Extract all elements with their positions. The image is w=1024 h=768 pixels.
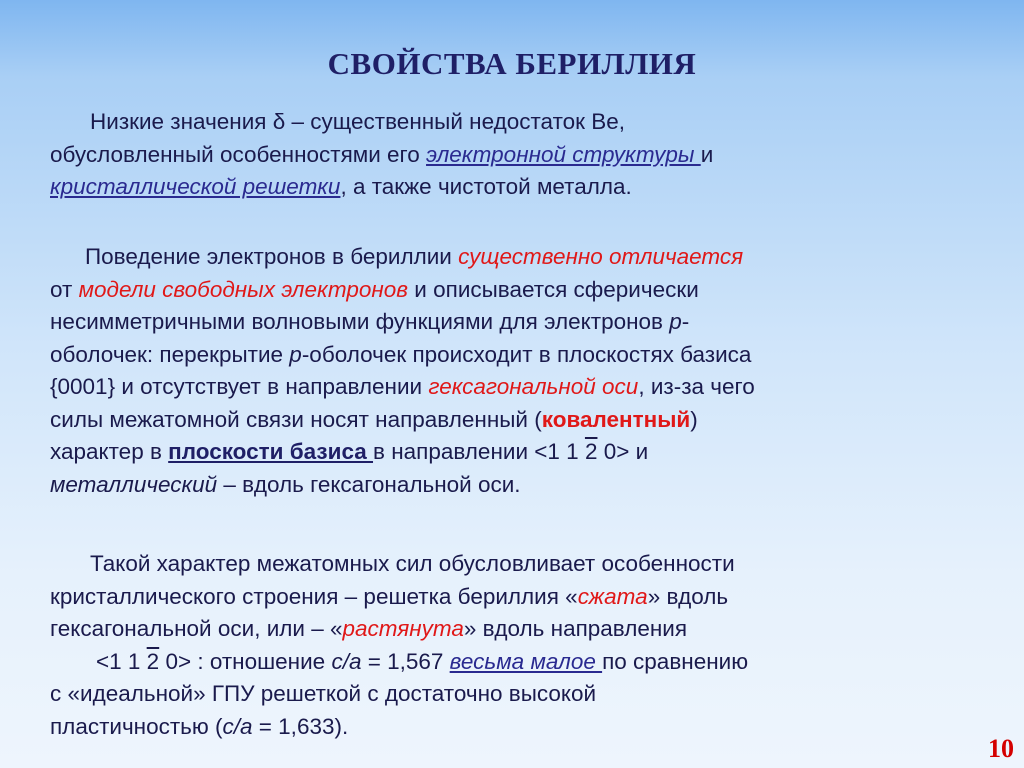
p3-text: по сравнению [602, 648, 749, 674]
p2-text: , из-за чего [638, 374, 755, 399]
p2-text: характер в [50, 439, 169, 464]
p2-line-8 [50, 469, 950, 502]
p2-text: ) [690, 406, 698, 432]
p2-line-6 [50, 404, 950, 437]
p2-text: в направлении <1 1 [373, 439, 585, 464]
p3-text: = 1,567 [361, 648, 450, 674]
ca-ratio-symbol: c/a [222, 713, 253, 739]
p1-text: и [700, 141, 714, 167]
link-crystal-lattice[interactable]: кристаллической решетки [50, 174, 341, 199]
p2-line-1 [50, 241, 950, 274]
p1-line-1: Низкие значения δ – существенный недостаток Be, [90, 109, 626, 134]
p1-line-2 [50, 139, 950, 172]
p2-text: – вдоль гексагональной оси. [217, 471, 521, 497]
p3-text: = 1,633). [252, 713, 349, 739]
p2-text: от [50, 276, 79, 302]
p3-line-6 [50, 711, 950, 744]
p3-text: <1 1 [96, 648, 147, 674]
p3-text: 0> : отношение [159, 648, 332, 674]
p2-text: и описывается сферически [408, 276, 699, 302]
link-basal-plane[interactable]: плоскости базиса [168, 439, 374, 464]
link-electronic-structure[interactable]: электронной структуры [426, 141, 701, 167]
p2-line-4 [50, 339, 950, 372]
p2-line-3 [50, 306, 950, 339]
p2-text: {0001} и отсутствует в направлении [50, 374, 429, 399]
p3-line-4 [50, 646, 950, 679]
p1-text: , а также чистотой металла. [340, 174, 632, 199]
p2-line-5 [50, 371, 950, 404]
paragraph-1 [50, 106, 950, 204]
slide-title: СВОЙСТВА БЕРИЛЛИЯ [327, 46, 697, 81]
link-very-small[interactable]: весьма малое [449, 648, 603, 674]
highlight-covalent: ковалентный [541, 406, 691, 432]
page-number: 10 [988, 734, 1014, 763]
paragraph-2 [50, 241, 950, 501]
p2-text: несимметричными волновыми функциями для электронов [50, 309, 670, 334]
p2-text: силы межатомной связи носят направленный ( [50, 406, 542, 432]
p3-line-3 [50, 613, 950, 646]
p1-line-3 [50, 171, 950, 204]
p2-text: Поведение электронов в бериллии [85, 244, 459, 269]
p3-text: » вдоль направления [463, 616, 688, 641]
p3-line-2 [50, 581, 950, 614]
p3-text: кристаллического строения – решетка бериллия « [50, 583, 578, 609]
p3-line-5: с «идеальной» ГПУ решеткой с достаточно высокой [50, 681, 597, 706]
p3-text: » вдоль [647, 583, 729, 609]
highlight-differs: существенно отличается [458, 244, 744, 269]
p3-line-1: Такой характер межатомных сил обусловливает особенности [90, 551, 735, 576]
p2-text: оболочек: перекрытие [50, 341, 290, 367]
p2-line-2 [50, 274, 950, 307]
p2-text: -оболочек происходит в плоскостях базиса [301, 341, 752, 367]
p-orbital-symbol: p [669, 309, 682, 334]
p3-text: пластичностью ( [50, 713, 223, 739]
p2-text: 0> и [597, 439, 649, 464]
ca-ratio-symbol: c/a [331, 648, 362, 674]
metallic-term: металлический [50, 471, 218, 497]
p2-line-7 [50, 436, 950, 469]
highlight-stretched: растянута [342, 616, 464, 641]
paragraph-3 [50, 548, 950, 743]
p3-text: гексагональной оси, или – « [50, 616, 343, 641]
highlight-compressed: сжата [577, 583, 648, 609]
highlight-free-electron-model: модели свободных электронов [78, 276, 409, 302]
p1-text: обусловленный особенностями его [50, 141, 427, 167]
highlight-hexagonal-axis: гексагональной оси [428, 374, 639, 399]
overlined-index: 2 [146, 648, 160, 674]
p2-text: - [681, 309, 690, 334]
overlined-index: 2 [584, 439, 598, 464]
p-orbital-symbol: p [289, 341, 302, 367]
